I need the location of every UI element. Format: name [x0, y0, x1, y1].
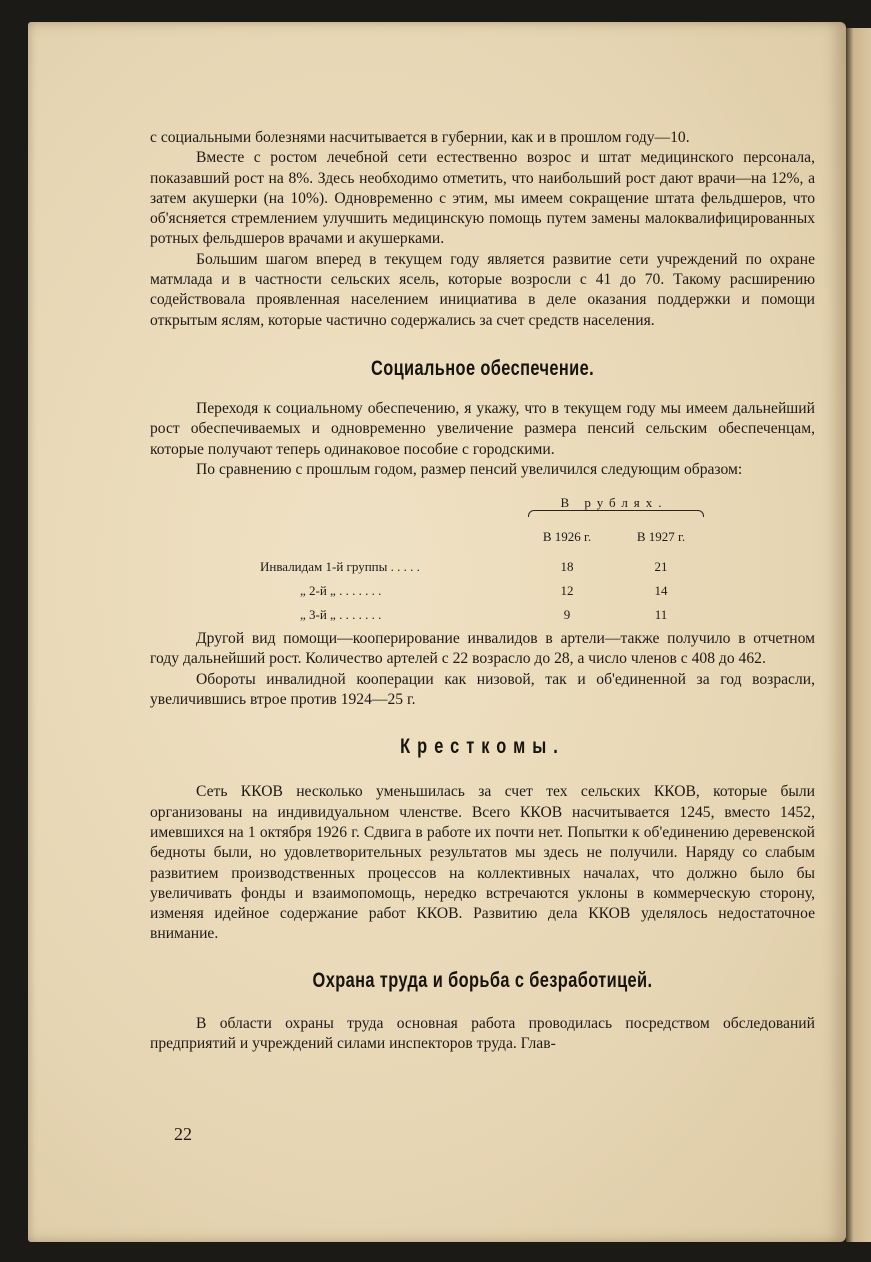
paragraph: Большим шагом вперед в текущем году является развитие сети учреждений по охране матмлада и в частности сельских ясель, которые возросли с 41 до 70. Такому расширению содействовала проявленная населением инициатива в деле оказания поддержки и помощи открытым яслям, которые частично содержались за счет средств населения. — [150, 250, 815, 329]
cell-1927: 14 — [654, 583, 668, 599]
paragraph: Переходя к социальному обеспечению, я укажу, что в текущем году мы имеем дальнейший рост обеспечиваемых и одновременно увеличение размера пенсий сельским обеспеченцам, которые получают теперь одинаковое пособие с городскими. — [150, 399, 815, 458]
table-group-header: В рублях. — [560, 495, 668, 511]
section-heading-kkov: Кресткомы. — [400, 735, 565, 759]
row-label: „ 3-й „ . . . . . . . — [300, 607, 382, 623]
table-row — [150, 605, 750, 625]
paragraph: Другой вид помощи—кооперирование инвалидов в артели—также получило в отчетном году дальнейший рост. Количество артелей с 22 возрасло до 28, а число членов с 408 до 462. — [150, 630, 815, 668]
paragraph: По сравнению с прошлым годом, размер пенсий увеличился следующим образом: — [196, 460, 743, 478]
cell-1927: 21 — [654, 559, 668, 575]
row-label: „ 2-й „ . . . . . . . — [300, 583, 382, 599]
row-label: Инвалидам 1-й группы . . . . . — [260, 559, 420, 575]
section-heading-labor: Охрана труда и борьба с безработицей. — [312, 968, 653, 992]
table-row — [150, 557, 750, 577]
cell-1926: 12 — [560, 583, 574, 599]
table-column-header: В 1926 г. — [542, 529, 592, 545]
table-row — [150, 581, 750, 601]
paragraph: с социальными болезнями насчитывается в губернии, как и в прошлом году—10. — [150, 129, 690, 146]
adjacent-page-edge — [846, 28, 871, 1242]
pension-table — [150, 493, 815, 621]
paragraph: Обороты инвалидной кооперации как низовой, так и об'единенной за год возрасли, увеличившись втрое против 1924—25 г. — [150, 670, 815, 709]
paragraph: Сеть ККОВ несколько уменьшилась за счет тех сельских ККОВ, которые были организованы на индивидуальном членстве. Всего ККОВ насчитывается 1245, вместо 1452, имевшихся на 1 октября 1926 г. Сдвига в работе их почти нет. Попытки к об'единению деревенской бедноты были, но удовлетворительных результатов мы здесь не получили. Наряду со слабым развитием производственных процессов на коллективных началах, что должно было бы увеличивать фонды и взаимопомощь, нередко встречаются уклоны в коммерческую сторону, изменяя идейное содержание работ ККОВ. Развитию дела ККОВ уделялось недостаточное внимание. — [150, 783, 815, 943]
cell-1926: 18 — [560, 559, 574, 575]
page-body — [150, 128, 815, 1054]
cell-1927: 11 — [654, 607, 668, 623]
section-heading-social: Социальное обеспечение. — [370, 356, 595, 380]
table-column-header: В 1927 г. — [636, 529, 686, 545]
table-brace — [528, 510, 704, 517]
cell-1926: 9 — [563, 607, 571, 623]
paragraph: В области охраны труда основная работа проводилась посредством обследований предприятий и учреждений силами инспекторов труда. Глав- — [150, 1014, 815, 1053]
page-number: 22 — [174, 1124, 192, 1144]
paragraph: Вместе с ростом лечебной сети естественно возрос и штат медицинского персонала, показавший рост на 8%. Здесь необходимо отметить, что наибольший рост дают врачи—на 12%, а затем акушерки (на 10%). Одновременно с этим, мы имеем сокращение штата фельдшеров, что об'ясняется стремлением улучшить медицинскую помощь путем замены малоквалифицированных ротных фельдшеров врачами и акушерками. — [150, 149, 815, 248]
